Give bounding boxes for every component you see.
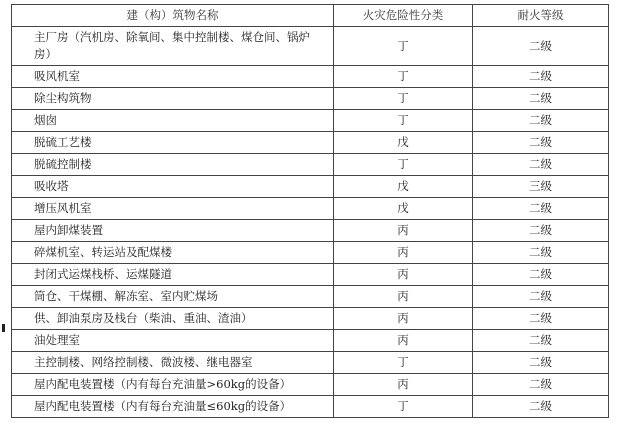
table-row	[12, 27, 609, 66]
row-building-name-line-2: 房）	[34, 47, 57, 61]
row-fire-resistance-grade: 三级	[473, 176, 609, 198]
row-building-name: 屋内卸煤装置	[12, 220, 334, 242]
row-fire-risk-class: 丙	[334, 330, 473, 352]
row-building-name: 屋内配电装置楼（内有每台充油量>60kg的设备）	[12, 374, 334, 396]
row-fire-risk-class: 丙	[334, 374, 473, 396]
row-fire-risk-class: 丁	[334, 27, 473, 66]
row-fire-resistance-grade: 二级	[473, 352, 609, 374]
table-row	[12, 110, 609, 132]
row-fire-resistance-grade: 二级	[473, 330, 609, 352]
row-fire-risk-class: 戊	[334, 132, 473, 154]
row-building-name: 脱硫控制楼	[12, 154, 334, 176]
row-fire-risk-class: 戊	[334, 176, 473, 198]
table-row	[12, 220, 609, 242]
row-fire-risk-class: 丙	[334, 286, 473, 308]
table-row	[12, 176, 609, 198]
table-row	[12, 264, 609, 286]
row-fire-risk-class: 丙	[334, 220, 473, 242]
table-row	[12, 352, 609, 374]
row-fire-risk-class: 戊	[334, 198, 473, 220]
row-fire-risk-class: 丙	[334, 242, 473, 264]
row-fire-risk-class: 丁	[334, 154, 473, 176]
fire-classification-sheet	[11, 4, 608, 418]
row-building-name: 主控制楼、网络控制楼、微波楼、继电器室	[12, 352, 334, 374]
row-building-name: 增压风机室	[12, 198, 334, 220]
table-row	[12, 396, 609, 418]
row-building-name: 封闭式运煤栈桥、运煤隧道	[12, 264, 334, 286]
row-fire-resistance-grade: 二级	[473, 110, 609, 132]
row-fire-resistance-grade: 二级	[473, 132, 609, 154]
row-fire-risk-class: 丁	[334, 396, 473, 418]
table-row	[12, 132, 609, 154]
row-building-name: 脱硫工艺楼	[12, 132, 334, 154]
row-fire-resistance-grade: 二级	[473, 198, 609, 220]
row-building-name: 吸收塔	[12, 176, 334, 198]
row-fire-resistance-grade: 二级	[473, 374, 609, 396]
row-building-name: 烟囱	[12, 110, 334, 132]
row-fire-risk-class: 丁	[334, 66, 473, 88]
header-fire-resistance-grade: 耐火等级	[473, 5, 609, 27]
table-row	[12, 198, 609, 220]
row-building-name: 屋内配电装置楼（内有每台充油量≤60kg的设备）	[12, 396, 334, 418]
row-fire-risk-class: 丙	[334, 308, 473, 330]
row-building-name: 供、卸油泵房及栈台（柴油、重油、渣油）	[12, 308, 334, 330]
row-building-name: 筒仓、干煤棚、解冻室、室内贮煤场	[12, 286, 334, 308]
row-fire-risk-class: 丁	[334, 88, 473, 110]
header-building-name: 建（构）筑物名称	[12, 5, 334, 27]
row-fire-resistance-grade: 二级	[473, 154, 609, 176]
header-fire-risk-class: 火灾危险性分类	[334, 5, 473, 27]
row-building-name-line-1: 主厂房（汽机房、除氧间、集中控制楼、煤仓间、锅炉	[34, 30, 310, 44]
table-header-row	[12, 5, 609, 27]
row-fire-resistance-grade: 二级	[473, 66, 609, 88]
row-fire-resistance-grade: 二级	[473, 286, 609, 308]
row-fire-resistance-grade: 二级	[473, 242, 609, 264]
row-fire-risk-class: 丙	[334, 264, 473, 286]
row-fire-resistance-grade: 二级	[473, 308, 609, 330]
table-row	[12, 286, 609, 308]
table-row	[12, 242, 609, 264]
row-fire-resistance-grade: 二级	[473, 88, 609, 110]
table-row	[12, 154, 609, 176]
row-building-name: 油处理室	[12, 330, 334, 352]
fire-classification-table	[11, 4, 609, 418]
table-row	[12, 374, 609, 396]
row-fire-risk-class: 丁	[334, 352, 473, 374]
row-fire-resistance-grade: 二级	[473, 27, 609, 66]
table-row	[12, 330, 609, 352]
row-fire-resistance-grade: 二级	[473, 396, 609, 418]
row-building-name: 除尘构筑物	[12, 88, 334, 110]
table-row	[12, 66, 609, 88]
row-building-name: 碎煤机室、转运站及配煤楼	[12, 242, 334, 264]
row-building-name: 吸风机室	[12, 66, 334, 88]
table-row	[12, 88, 609, 110]
table-row	[12, 308, 609, 330]
margin-mark	[2, 324, 5, 332]
row-fire-resistance-grade: 二级	[473, 220, 609, 242]
row-building-name	[12, 27, 334, 66]
row-fire-resistance-grade: 二级	[473, 264, 609, 286]
row-fire-risk-class: 丁	[334, 110, 473, 132]
